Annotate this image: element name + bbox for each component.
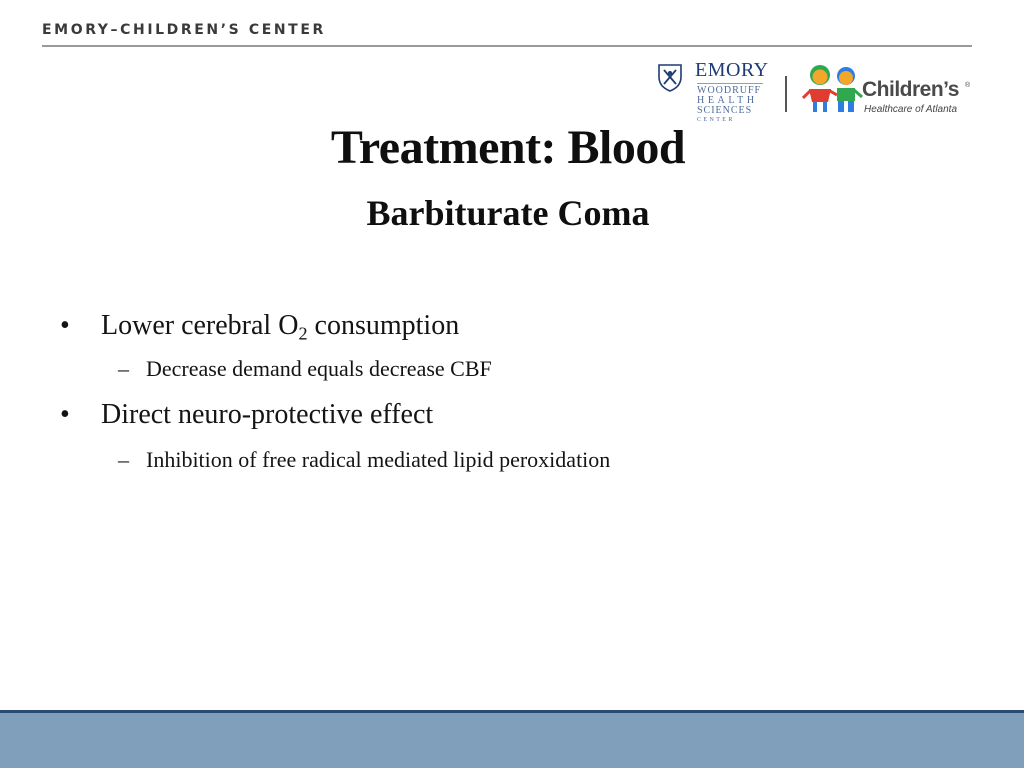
bullet-text-end: consumption <box>307 310 460 341</box>
bullet-marker: • <box>60 310 70 341</box>
emory-logo-name: EMORY <box>695 59 769 81</box>
childrens-logo-name: Children’s <box>862 78 959 101</box>
sciences-line: SCIENCES <box>697 105 753 116</box>
logo-divider <box>785 76 787 112</box>
slide-title: Treatment: Blood <box>330 121 686 174</box>
health-line: HEALTH <box>697 95 758 106</box>
slide-subtitle: Barbiturate Coma <box>366 193 650 233</box>
bullet-item <box>101 310 459 342</box>
header-center-name: EMORY–CHILDREN’S CENTER <box>42 22 326 38</box>
bullet-marker: • <box>60 399 70 430</box>
emory-shield-icon <box>656 62 684 92</box>
sub-bullet-item: Inhibition of free radical mediated lipid peroxidation <box>146 447 611 472</box>
header-divider <box>42 45 972 47</box>
emory-logo-rule <box>697 83 763 84</box>
woodruff-line: WOODRUFF <box>697 85 762 96</box>
childrens-registered-mark: ® <box>965 82 971 89</box>
footer-band <box>0 713 1024 768</box>
subscript-2: 2 <box>298 323 308 344</box>
childrens-kids-icon <box>802 62 864 114</box>
sub-bullet-marker: – <box>118 447 129 472</box>
woodruff-logo-text <box>697 86 765 124</box>
center-line: CENTER <box>697 117 735 123</box>
childrens-logo-subtitle: Healthcare of Atlanta <box>864 104 958 115</box>
sub-bullet-marker: – <box>118 356 129 381</box>
sub-bullet-item: Decrease demand equals decrease CBF <box>146 356 492 381</box>
bullet-text: Lower cerebral O <box>101 310 299 341</box>
bullet-item: Direct neuro-protective effect <box>101 399 434 430</box>
